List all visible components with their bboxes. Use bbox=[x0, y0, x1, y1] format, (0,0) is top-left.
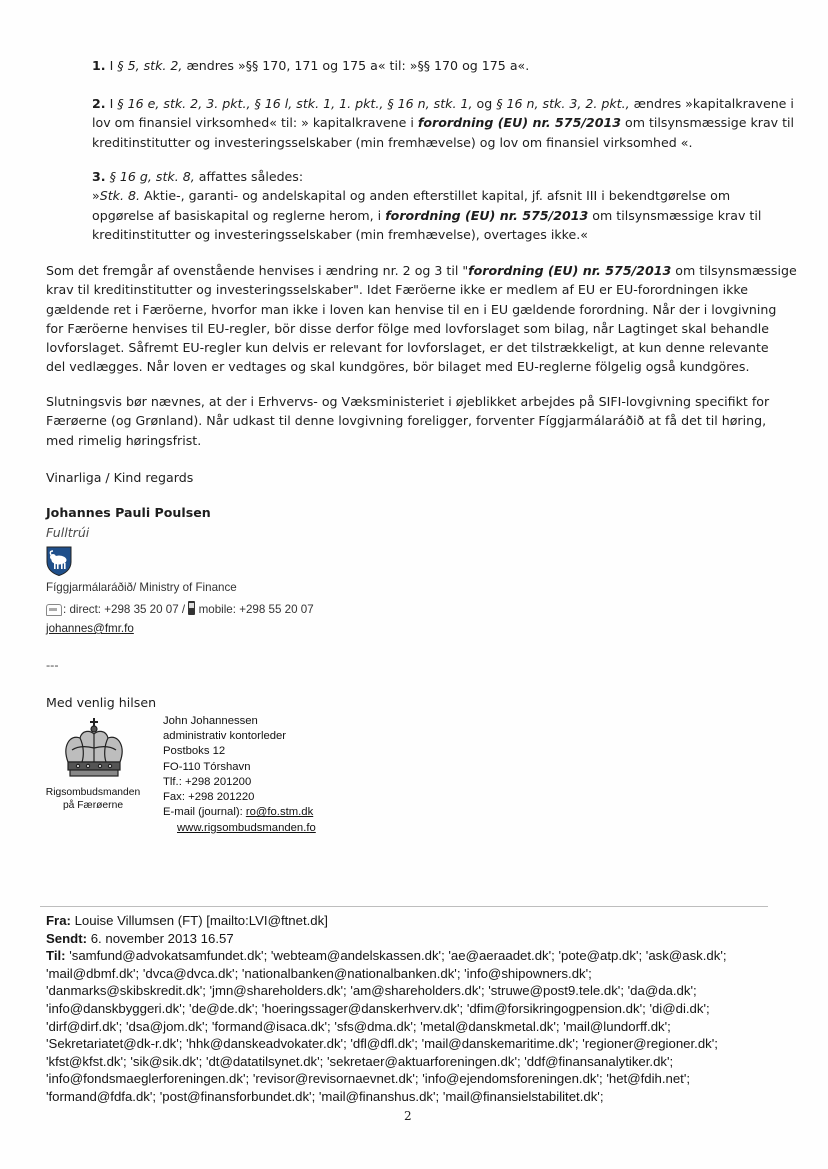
crown-crest-icon bbox=[58, 716, 130, 782]
amendment-item-2: 2. I § 16 e, stk. 2, 3. pkt., § 16 l, stk. 1, 1. pkt., § 16 n, stk. 1, og § 16 n, stk. 3, 2. pkt., ændres »kapitalkravene i lov om finansiel virksomhed« til: » kapitalkravene i forordning (EU) nr. 575/2013 om tilsynsmæssige krav til kreditinstitutter og investeringsselskaber (min fremhævelse) og lov om finansiel virksomhed «. bbox=[92, 96, 795, 150]
item-number: 3. bbox=[92, 169, 106, 184]
section-reference: § 16 g, stk. 8, bbox=[109, 169, 195, 184]
signature-name: Johannes Pauli Poulsen bbox=[46, 505, 211, 520]
crest-caption: Rigsombudsmanden på Færøerne bbox=[45, 787, 141, 811]
commentary-paragraph: Som det fremgår af ovenstående henvises i ændring nr. 2 og 3 til "forordning (EU) nr. 575/2013 om tilsynsmæssige krav til kreditinstitutter og investeringsselskaber". Idet Færöerne ikke er medlem af EU er EU-forordningen ikke gældende ret i Færöerne, hvorfor man ikke i loven kan henvise til en i EU gældende forordning. Når der i lovgivning for Færöerne henvises til EU-regler, bör disse derfor fölge med lovforslaget som bilag, når Lagtinget skal behandle lovforslaget. Såfremt EU-regler kun delvis er relevant for lovforslaget, er det tilstrækkeligt, at kun denne relevante del vedlægges. Når loven er vedtages og skal kundgöres, bör bilaget med EU-reglerne fölgelig også kundgöres. bbox=[46, 263, 797, 375]
signoff: Vinarliga / Kind regards bbox=[46, 470, 194, 485]
section-reference: § 16 e, stk. 2, 3. pkt., § 16 l, stk. 1, 1. pkt., § 16 n, stk. 1, bbox=[117, 96, 473, 111]
amendment-item-1: 1. I § 5, stk. 2, ændres »§§ 170, 171 og 175 a« til: »§§ 170 og 175 a«. bbox=[92, 58, 530, 73]
website-link[interactable]: www.rigsombudsmanden.fo bbox=[177, 822, 316, 834]
ministry-name: Fíggjarmálaráðið/ Ministry of Finance bbox=[46, 581, 237, 594]
phone-line: : direct: +298 35 20 07 / mobile: +298 55 20 07 bbox=[46, 601, 314, 618]
regulation-reference: forordning (EU) nr. 575/2013 bbox=[468, 263, 672, 278]
email-header: Fra: Louise Villumsen (FT) [mailto:LVI@ftnet.dk] Sendt: 6. november 2013 16.57 Til: 'samfund@advokatsamfundet.dk'; 'webteam@andelskassen.dk'; 'ae@aeraadet.dk'; 'pote@atp.dk'; 'ask@ask.dk'; 'mail@dbmf.dk'; 'dvca@dvca.dk'; 'nationalbanken@nationalbanken.dk'; 'info@shipowners.dk'; 'danmarks@skibskredit.dk'; 'jmn@shareholders.dk'; 'am@shareholders.dk'; 'struwe@post9.tele.dk'; 'da@da.dk'; 'info@danskbyggeri.dk'; 'de@de.dk'; 'hoeringssager@danskerhverv.dk'; 'dfim@forsikringogpension.dk'; 'di@di.dk'; 'dirf@dirf.dk'; 'dsa@jom.dk'; 'formand@isaca.dk'; 'sfs@dma.dk'; 'metal@danskmetal.dk'; 'mail@lundorff.dk'; 'Sekretariatet@dk-r.dk'; 'hhk@danskeadvokater.dk'; 'dfl@dfl.dk'; 'mail@danskemaritime.dk'; 'regioner@regioner.dk'; 'kfst@kfst.dk'; 'sik@sik.dk'; 'dt@datatilsynet.dk'; 'sekretaer@aktuarforeningen.dk'; 'ddf@finansanalytiker.dk'; 'info@fondsmaeglerforeningen.dk'; 'revisor@revisornaevnet.dk'; 'info@ejendomsforeningen.dk'; 'het@fdih.net'; 'formand@fdfa.dk'; 'post@finansforbundet.dk'; 'mail@finanshus.dk'; 'mail@finansielstabilitet.dk'; bbox=[46, 913, 727, 1104]
page-number: 2 bbox=[404, 1109, 412, 1123]
item-number: 1. bbox=[92, 58, 106, 73]
regulation-reference: forordning (EU) nr. 575/2013 bbox=[385, 207, 589, 223]
section-reference: § 5, stk. 2, bbox=[117, 58, 183, 73]
greeting: Med venlig hilsen bbox=[46, 695, 157, 710]
mobile-phone-icon bbox=[188, 601, 195, 615]
email-separator bbox=[40, 906, 768, 907]
contact-block: John Johannessen administrativ kontorleder Postboks 12 FO-110 Tórshavn Tlf.: +298 201200 Fax: +298 201220 E-mail (journal): ro@fo.stm.dk bbox=[163, 715, 314, 819]
divider-dashes: --- bbox=[46, 658, 59, 672]
amendment-item-3: 3. § 16 g, stk. 8, affattes således: »Stk. 8. Aktie-, garanti- og andelskapital og anden efterstillet kapital, jf. afsnit III i bekendtgørelse om opgørelse af basiskapital og reglerne herom, i forordning (EU) nr. 575/2013 om tilsynsmæssige krav til kreditinstitutter og investeringsselskaber (min fremhævelse), overtages ikke.« bbox=[92, 169, 762, 242]
closing-paragraph: Slutningsvis bør nævnes, at der i Erhvervs- og Væksministeriet i øjeblikket arbejdes på SIFI-lovgivning specifikt for Færøerne (og Grønland). Når udkast til denne lovgivning foreligger, forventer Fíggjarmálaráðið at få det til høring, med rimelig høringsfrist. bbox=[46, 394, 770, 448]
section-reference: § 16 n, stk. 3, 2. pkt., bbox=[496, 96, 630, 111]
ram-coat-of-arms-icon bbox=[46, 546, 72, 576]
phone-icon bbox=[46, 604, 62, 616]
email-link[interactable]: johannes@fmr.fo bbox=[46, 622, 134, 635]
signature-title: Fulltrúi bbox=[46, 525, 90, 540]
item-number: 2. bbox=[92, 96, 106, 111]
regulation-reference: forordning (EU) nr. 575/2013 bbox=[417, 115, 621, 131]
journal-email-link[interactable]: ro@fo.stm.dk bbox=[245, 806, 314, 819]
